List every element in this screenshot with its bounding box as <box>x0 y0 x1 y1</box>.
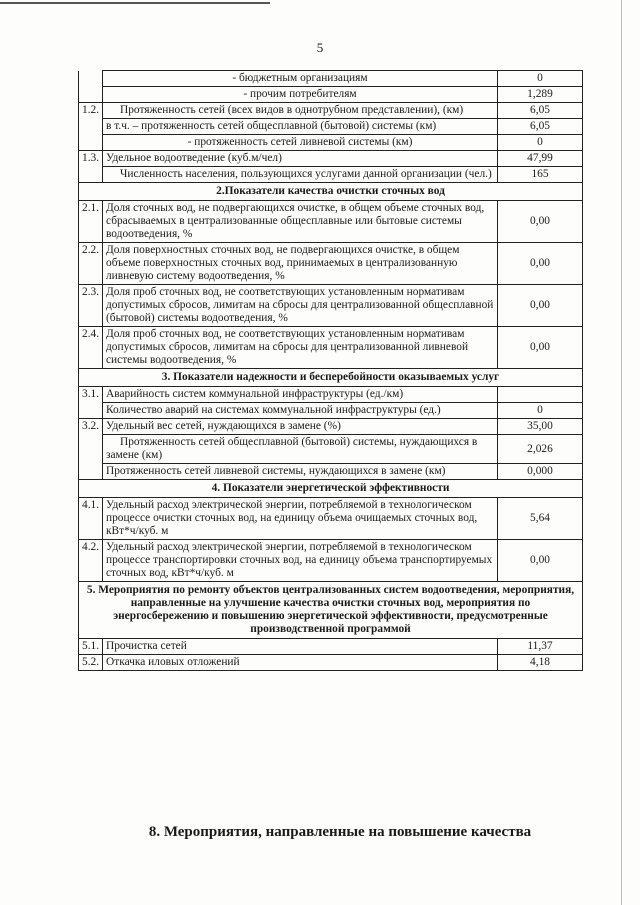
section-5-heading: 5. Мероприятия по ремонту объектов централизованных систем водоотведения, мероприятия, направленные на улучшение качества очистки сточных вод, мероприятия по энергосбережению и повышению энергетической эффективности, предусмотренные производственной программой <box>79 582 583 639</box>
row-label: Протяженность сетей общесплавной (бытовой) системы, нуждающихся в замене (км) <box>103 435 498 464</box>
row-value: 0,00 <box>498 327 583 369</box>
section-heading-row <box>79 480 583 498</box>
row-value: 0,00 <box>498 243 583 285</box>
row-number: 2.2. <box>79 243 103 285</box>
table-row <box>79 327 583 369</box>
row-value: 0,000 <box>498 464 583 480</box>
row-label: Доля сточных вод, не подвергающихся очистке, в общем объеме сточных вод, сбрасываемых в централизованные общесплавные или бытовые системы водоотведения, % <box>103 201 498 243</box>
table-row <box>79 167 583 183</box>
row-number: 3.2. <box>79 419 103 480</box>
row-label: Откачка иловых отложений <box>103 655 498 671</box>
table-row <box>79 540 583 582</box>
row-value: 35,00 <box>498 419 583 435</box>
row-number <box>79 71 103 87</box>
row-number: 5.2. <box>79 655 103 671</box>
row-value <box>498 387 583 403</box>
row-number: 1.2. <box>79 103 103 151</box>
table-row <box>79 639 583 655</box>
row-label: Протяженность сетей (всех видов в однотрубном представлении), (км) <box>103 103 498 119</box>
indicators-table <box>78 70 583 671</box>
table-row <box>79 435 583 464</box>
row-label: Доля проб сточных вод, не соответствующих установленным нормативам допустимых сбросов, лимитам на сбросы для централизованной общесплавной (бытовой) системы водоотведения, % <box>103 285 498 327</box>
row-value: 5,64 <box>498 498 583 540</box>
row-label: - бюджетным организациям <box>103 71 498 87</box>
row-label: Аварийность систем коммунальной инфраструктуры (ед./км) <box>103 387 498 403</box>
section-4-heading: 4. Показатели энергетической эффективности <box>79 480 583 498</box>
table-row <box>79 201 583 243</box>
table-row <box>79 403 583 419</box>
row-number: 4.2. <box>79 540 103 582</box>
row-value: 11,37 <box>498 639 583 655</box>
row-label: Удельный расход электрической энергии, потребляемой в технологическом процессе транспортировки сточных вод, на единицу объема транспортируемых сточных вод, кВт*ч/куб. м <box>103 540 498 582</box>
row-value: 2,026 <box>498 435 583 464</box>
row-label: Удельный расход электрической энергии, потребляемой в технологическом процессе очистки сточных вод, на единицу объема очищаемых сточных вод, кВт*ч/куб. м <box>103 498 498 540</box>
row-number <box>79 87 103 103</box>
row-value: 165 <box>498 167 583 183</box>
row-value: 0,00 <box>498 201 583 243</box>
row-value: 0 <box>498 135 583 151</box>
table-row <box>79 87 583 103</box>
table-row <box>79 151 583 167</box>
row-number: 5.1. <box>79 639 103 655</box>
row-label: Прочистка сетей <box>103 639 498 655</box>
row-label: Количество аварий на системах коммунальной инфраструктуры (ед.) <box>103 403 498 419</box>
table-row <box>79 464 583 480</box>
row-label: Протяженность сетей ливневой системы, нуждающихся в замене (км) <box>103 464 498 480</box>
row-value: 0,00 <box>498 285 583 327</box>
row-number: 1.3. <box>79 151 103 183</box>
table-row <box>79 655 583 671</box>
section-heading-row <box>79 582 583 639</box>
scan-edge <box>621 0 622 905</box>
section-8-heading: 8. Мероприятия, направленные на повышение качества <box>148 824 532 840</box>
row-value: 6,05 <box>498 119 583 135</box>
row-number: 2.3. <box>79 285 103 327</box>
row-number: 4.1. <box>79 498 103 540</box>
row-value: 0,00 <box>498 540 583 582</box>
table-row <box>79 71 583 87</box>
section-2-heading: 2.Показатели качества очистки сточных вод <box>79 183 583 201</box>
row-value: 4,18 <box>498 655 583 671</box>
table-row <box>79 243 583 285</box>
top-rule <box>0 2 270 4</box>
row-label: Удельное водоотведение (куб.м/чел) <box>103 151 498 167</box>
row-label: - протяженность сетей ливневой системы (км) <box>103 135 498 151</box>
table-row <box>79 119 583 135</box>
row-label: Доля проб сточных вод, не соответствующих установленным нормативам допустимых сбросов, лимитам на сбросы для централизованной ливневой системы водоотведения, % <box>103 327 498 369</box>
table-row <box>79 419 583 435</box>
section-heading-row <box>79 183 583 201</box>
row-label: в т.ч. – протяженность сетей общесплавной (бытовой) системы (км) <box>103 119 498 135</box>
row-label: Удельный вес сетей, нуждающихся в замене (%) <box>103 419 498 435</box>
table-row <box>79 387 583 403</box>
row-label: Численность населения, пользующихся услугами данной организации (чел.) <box>103 167 498 183</box>
table-row <box>79 498 583 540</box>
row-value: 6,05 <box>498 103 583 119</box>
table-row <box>79 103 583 119</box>
row-value: 0 <box>498 71 583 87</box>
row-number: 2.1. <box>79 201 103 243</box>
row-label: Доля поверхностных сточных вод, не подвергающихся очистке, в общем объеме поверхностных сточных вод, принимаемых в централизованную ливневую систему водоотведения, % <box>103 243 498 285</box>
page-number: 5 <box>316 40 324 55</box>
table-row <box>79 285 583 327</box>
section-heading-row <box>79 369 583 387</box>
row-value: 47,99 <box>498 151 583 167</box>
row-value: 0 <box>498 403 583 419</box>
table-row <box>79 135 583 151</box>
row-value: 1,289 <box>498 87 583 103</box>
row-number: 3.1. <box>79 387 103 419</box>
section-3-heading: 3. Показатели надежности и бесперебойности оказываемых услуг <box>79 369 583 387</box>
row-label: - прочим потребителям <box>103 87 498 103</box>
row-number: 2.4. <box>79 327 103 369</box>
